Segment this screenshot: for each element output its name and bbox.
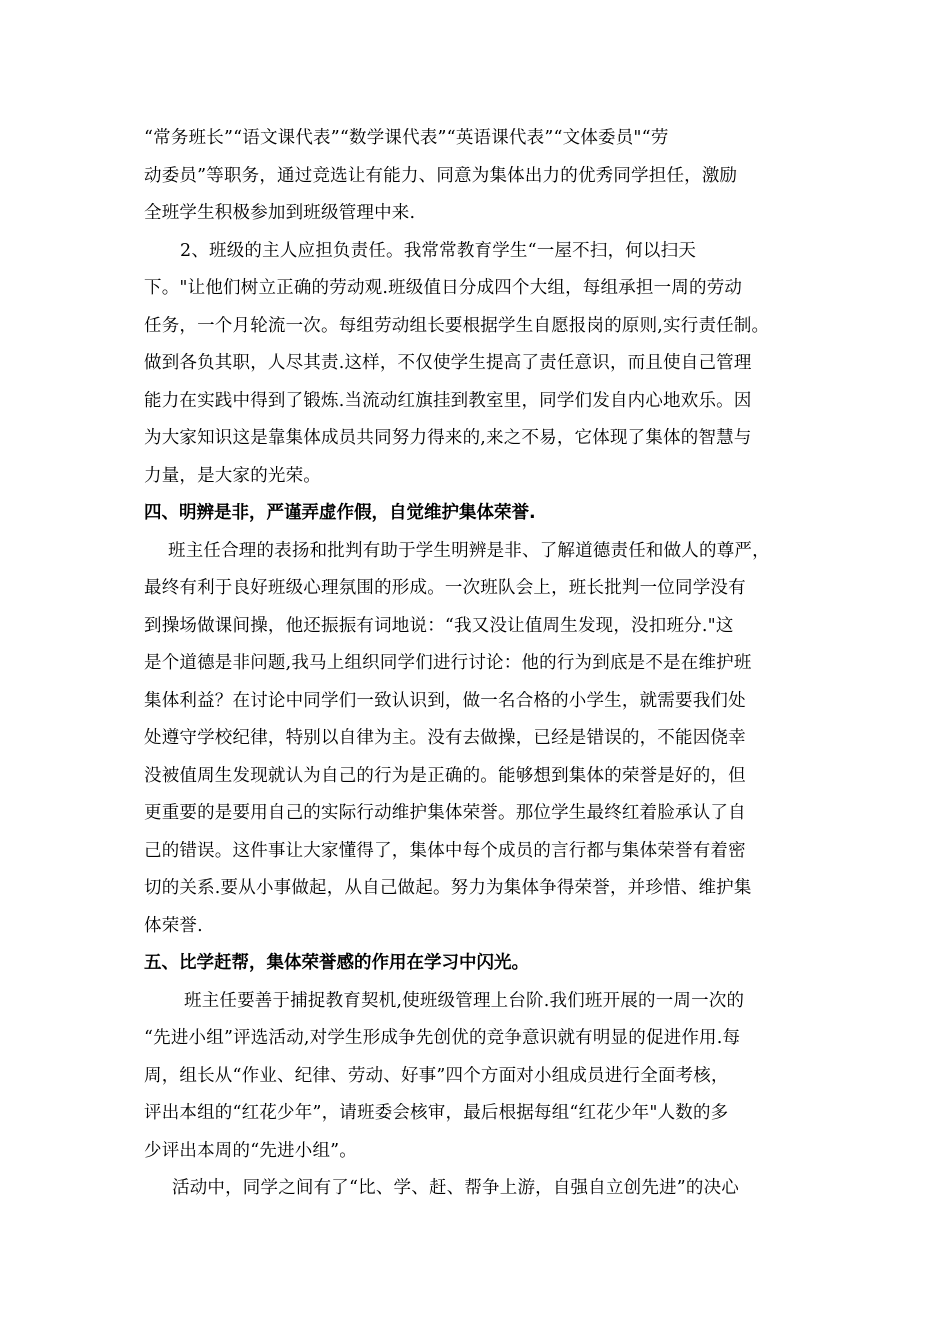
text-line: 做到各负其职，人尽其责.这样，不仅使学生提高了责任意识，而且使自己管理 [144, 353, 752, 373]
paragraph-activity [144, 1170, 812, 1208]
section-heading-5: 五、比学赶帮，集体荣誉感的作用在学习中闪光。 [144, 953, 529, 973]
text-line: 集体利益？在讨论中同学们一致认识到，做一名合格的小学生，就需要我们处 [144, 690, 746, 711]
text-line: 活动中，同学之间有了“比、学、赶、帮争上游，自强自立创先进”的决心 [172, 1178, 739, 1198]
paragraph-class-roles [144, 120, 812, 233]
text-line: 处遵守学校纪律，特别以自律为主。没有去做操，已经是错误的，不能因侥幸 [144, 728, 746, 748]
text-line: 班主任要善于捕捉教育契机,使班级管理上台阶.我们班开展的一周一次的 [184, 990, 745, 1011]
text-line: 最终有利于良好班级心理氛围的形成。一次班队会上，班长批判一位同学没有 [144, 578, 746, 598]
text-line: “先进小组”评选活动,对学生形成争先创优的竞争意识就有明显的促进作用.每 [144, 1028, 741, 1048]
text-line: 能力在实践中得到了锻炼.当流动红旗挂到教室里，同学们发自内心地欢乐。因 [144, 390, 752, 411]
text-line: 评出本组的“红花少年”，请班委会核审，最后根据每组“红花少年"人数的多 [144, 1103, 729, 1123]
text-line: 少评出本周的“先进小组”。 [144, 1140, 357, 1161]
text-line: 动委员”等职务，通过竞选让有能力、同意为集体出力的优秀同学担任，激励 [144, 165, 738, 186]
paragraph-responsibility [144, 233, 812, 496]
text-line: 为大家知识这是靠集体成员共同努力得来的,来之不易，它体现了集体的智慧与 [144, 428, 752, 448]
text-line: 下。"让他们树立正确的劳动观.班级值日分成四个大组，每组承担一周的劳动 [144, 278, 743, 298]
text-line: 全班学生积极参加到班级管理中来. [144, 203, 416, 223]
text-line: 班主任合理的表扬和批判有助于学生明辨是非、了解道德责任和做人的尊严， [168, 540, 770, 561]
paragraph-moral-judgment [144, 533, 812, 946]
text-line: 体荣誉. [144, 915, 203, 936]
text-line: 是个道德是非问题,我马上组织同学们进行讨论：他的行为到底是不是在维护班 [144, 653, 752, 673]
paragraph-advanced-group [144, 983, 812, 1171]
section-heading-4: 四、明辨是非，严谨弄虚作假，自觉维护集体荣誉. [144, 503, 536, 523]
text-line: 己的错误。这件事让大家懂得了，集体中每个成员的言行都与集体荣誉有着密 [144, 840, 746, 861]
text-line: 力量，是大家的光荣。 [144, 465, 321, 486]
text-line: 2、班级的主人应担负责任。我常常教育学生“一屋不扫，何以扫天 [180, 240, 697, 261]
document-body [144, 120, 812, 1208]
text-line: “常务班长”“语文课代表”“数学课代表”“英语课代表”“文体委员"“劳 [144, 128, 669, 148]
text-line: 周，组长从“作业、纪律、劳动、好事”四个方面对小组成员进行全面考核， [144, 1065, 729, 1086]
text-line: 没被值周生发现就认为自己的行为是正确的。能够想到集体的荣誉是好的，但 [144, 765, 746, 786]
text-line: 到操场做课间操，他还振振有词地说：“我又没让值周生发现，没扣班分."这 [144, 615, 734, 636]
text-line: 切的关系.要从小事做起，从自己做起。努力为集体争得荣誉，并珍惜、维护集 [144, 878, 752, 898]
text-line: 更重要的是要用自己的实际行动维护集体荣誉。那位学生最终红着脸承认了自 [144, 803, 746, 823]
text-line: 任务，一个月轮流一次。每组劳动组长要根据学生自愿报岗的原则,实行责任制。 [144, 315, 770, 336]
